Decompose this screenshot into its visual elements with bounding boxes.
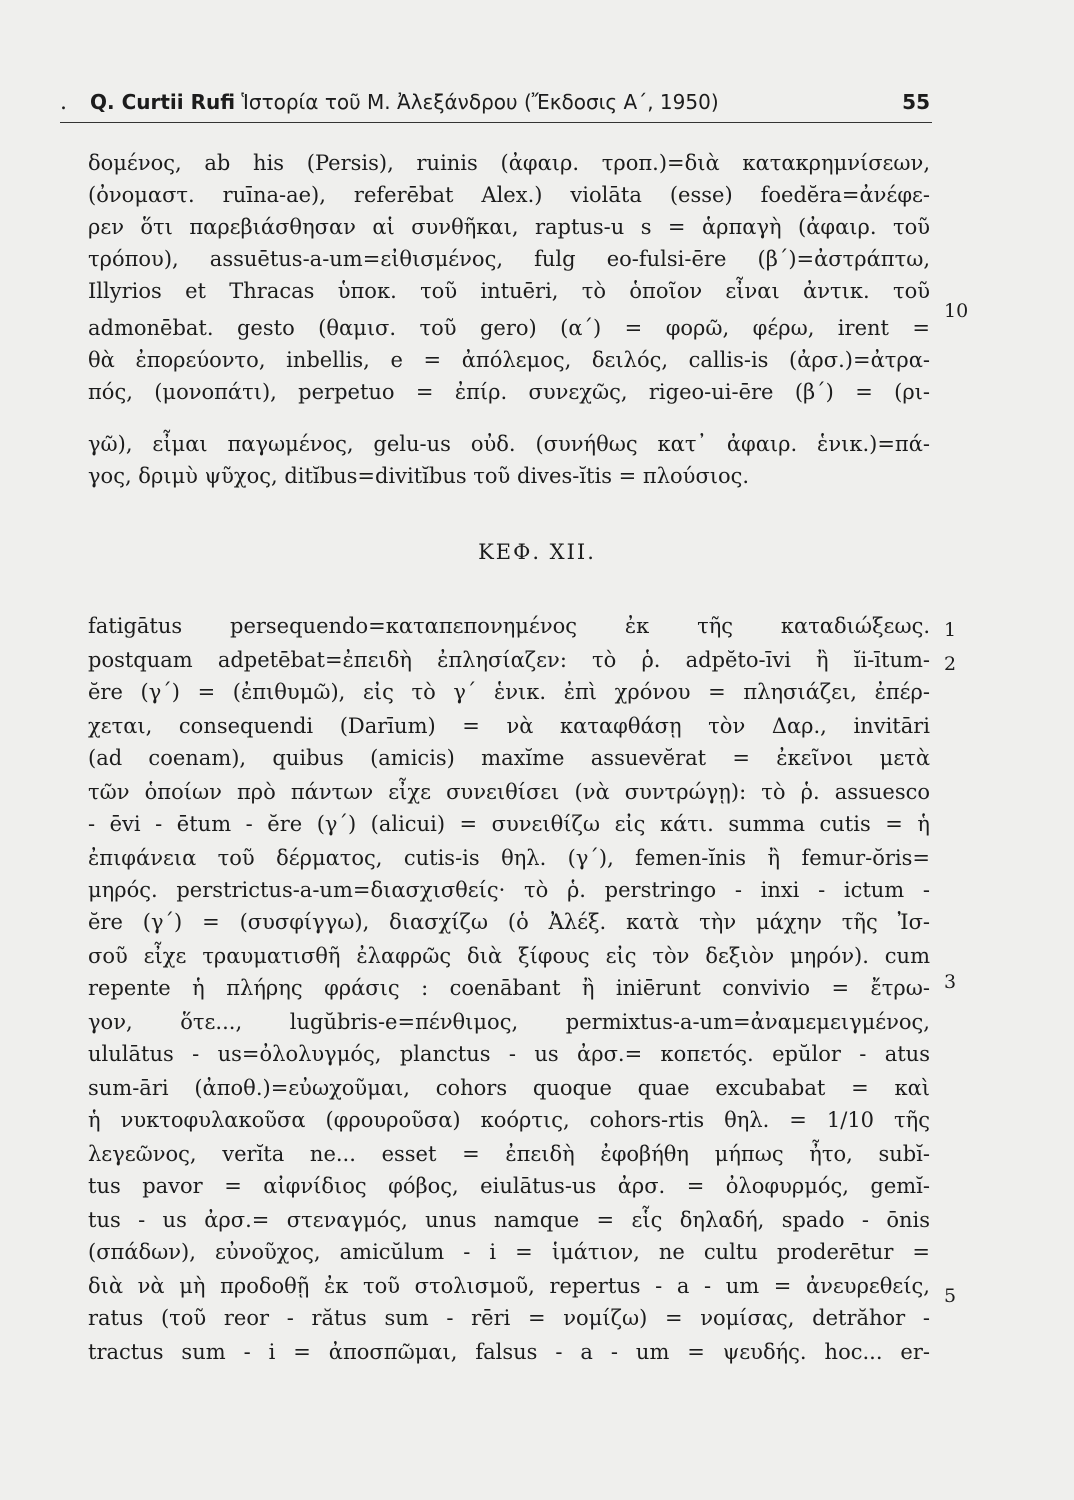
text-line: ρεν ὅτι παρεβιάσθησαν αἱ συνθῆκαι, raptus-u s = ἁρπαγὴ (ἀφαιρ. τοῦ	[88, 215, 930, 239]
text-line: τῶν ὁποίων πρὸ πάντων εἶχε συνειθίσει (νὰ συντρώγῃ): τὸ ῥ. assuesco	[88, 780, 930, 804]
line-number: 5	[944, 1285, 957, 1307]
text-line: ululātus - us=ὀλολυγμός, planctus - us ἀρσ.= κοπετός. epŭlor - atus	[88, 1042, 930, 1066]
text-line: διὰ νὰ μὴ προδοθῇ ἐκ τοῦ στολισμοῦ, repertus - a - um = ἀνευρεθείς,	[88, 1274, 930, 1298]
header-subtitle: Ἱστορία τοῦ Μ. Ἀλεξάνδρου (Ἔκδοσις Α΄, 1950)	[241, 90, 719, 114]
text-line: πός, (μονοπάτι), perpetuo = ἐπίρ. συνεχῶς, rigeo-ui-ēre (β΄) = (ρι-	[88, 380, 930, 404]
header-book: Q. Curtii Rufi	[90, 90, 236, 114]
text-line: σοῦ εἶχε τραυματισθῆ ἐλαφρῶς διὰ ξίφους εἰς τὸν δεξιὸν μηρόν). cum	[88, 944, 930, 968]
header-dot: .	[60, 90, 67, 115]
text-line: λεγεῶνος, verĭta ne... esset = ἐπειδὴ ἐφοβήθη μήπως ἦτο, subĭ-	[88, 1142, 930, 1166]
text-line: postquam adpetēbat=ἐπειδὴ ἐπλησίαζεν: τὸ ῥ. adpĕto-īvi ἢ ĭi-ītum-	[88, 648, 930, 672]
running-header	[60, 88, 932, 123]
text-line: repente ἡ πλήρης φράσις : coenābant ἢ iniērunt convivio = ἔτρω-	[88, 976, 930, 1000]
text-line: γος, δριμὺ ψῦχος, ditĭbus=divitĭbus τοῦ dives-ĭtis = πλούσιος.	[88, 464, 750, 488]
line-number: 2	[944, 653, 957, 675]
line-number: 1	[944, 619, 957, 641]
text-line: ἡ νυκτοφυλακοῦσα (φρουροῦσα) κοόρτις, cohors-rtis θηλ. = 1/10 τῆς	[88, 1108, 930, 1132]
text-line: θὰ ἐπορεύοντο, inbellis, e = ἀπόλεμος, δειλός, callis-is (ἀρσ.)=ἀτρα-	[88, 348, 930, 372]
text-line: ratus (τοῦ reor - rătus sum - rēri = νομίζω) = νομίσας, detrăhor -	[88, 1306, 930, 1330]
text-line: sum-āri (ἀποθ.)=εὐωχοῦμαι, cohors quoque quae excubabat = καὶ	[88, 1076, 930, 1100]
text-line: χεται, consequendi (Darīum) = νὰ καταφθάσῃ τὸν Δαρ., invitāri	[88, 714, 930, 738]
text-line: δομένος, ab his (Persis), ruinis (ἀφαιρ. τροπ.)=διὰ κατακρημνίσεων,	[88, 151, 930, 175]
line-number: 3	[944, 971, 957, 993]
header-title	[90, 90, 719, 114]
text-line: Illyrios et Thracas ὑποκ. τοῦ intuēri, τὸ ὁποῖον εἶναι ἀντικ. τοῦ	[88, 279, 930, 303]
text-line: (ὀνομαστ. ruīna-ae), referēbat Alex.) violāta (esse) foedĕra=ἀνέφε-	[88, 183, 930, 207]
chapter-heading: ΚΕΦ. XII.	[478, 540, 596, 564]
text-line: admonēbat. gesto (θαμισ. τοῦ gero) (α΄) = φορῶ, φέρω, irent =	[88, 316, 930, 340]
text-line: μηρός. perstrictus-a-um=διασχισθείς· τὸ ῥ. perstringo - inxi - ictum -	[88, 878, 930, 902]
line-number: 10	[944, 300, 969, 322]
text-line: ĕre (γ΄) = (ἐπιθυμῶ), εἰς τὸ γ΄ ἑνικ. ἐπὶ χρόνου = πλησιάζει, ἐπέρ-	[88, 680, 930, 704]
text-line: ĕre (γ΄) = (συσφίγγω), διασχίζω (ὁ Ἀλέξ. κατὰ τὴν μάχην τῆς Ἰσ-	[88, 910, 930, 934]
text-line: γῶ), εἶμαι παγωμένος, gelu-us οὐδ. (συνήθως κατ᾽ ἀφαιρ. ἑνικ.)=πά-	[88, 432, 930, 456]
text-line: τρόπου), assuētus-a-um=εἰθισμένος, fulg eo-fulsi-ēre (β΄)=ἀστράπτω,	[88, 247, 930, 271]
page-number: 55	[902, 90, 930, 114]
text-line: γον, ὅτε..., lugŭbris-e=πένθιμος, permixtus-a-um=ἀναμεμειγμένος,	[88, 1010, 930, 1034]
text-line: - ēvi - ētum - ĕre (γ΄) (alicui) = συνειθίζω εἰς κάτι. summa cutis = ἡ	[88, 812, 930, 836]
text-line: ἐπιφάνεια τοῦ δέρματος, cutis-is θηλ. (γ΄), femen-ĭnis ἢ femur-ŏris=	[88, 846, 930, 870]
text-line: tus pavor = αἰφνίδιος φόβος, eiulātus-us ἀρσ. = ὀλοφυρμός, gemĭ-	[88, 1174, 930, 1198]
text-line: (σπάδων), εὐνοῦχος, amicŭlum - i = ἱμάτιον, ne cultu proderētur =	[88, 1240, 930, 1264]
text-line: tractus sum - i = ἀποσπῶμαι, falsus - a - um = ψευδής. hoc... er-	[88, 1340, 930, 1364]
text-line: tus - us ἀρσ.= στεναγμός, unus namque = εἷς δηλαδή, spado - ōnis	[88, 1208, 930, 1232]
text-line: (ad coenam), quibus (amicis) maxĭme assuevĕrat = ἐκεῖνοι μετὰ	[88, 746, 930, 770]
text-line: fatigātus persequendo=καταπεπονημένος ἐκ τῆς καταδιώξεως.	[88, 614, 930, 638]
